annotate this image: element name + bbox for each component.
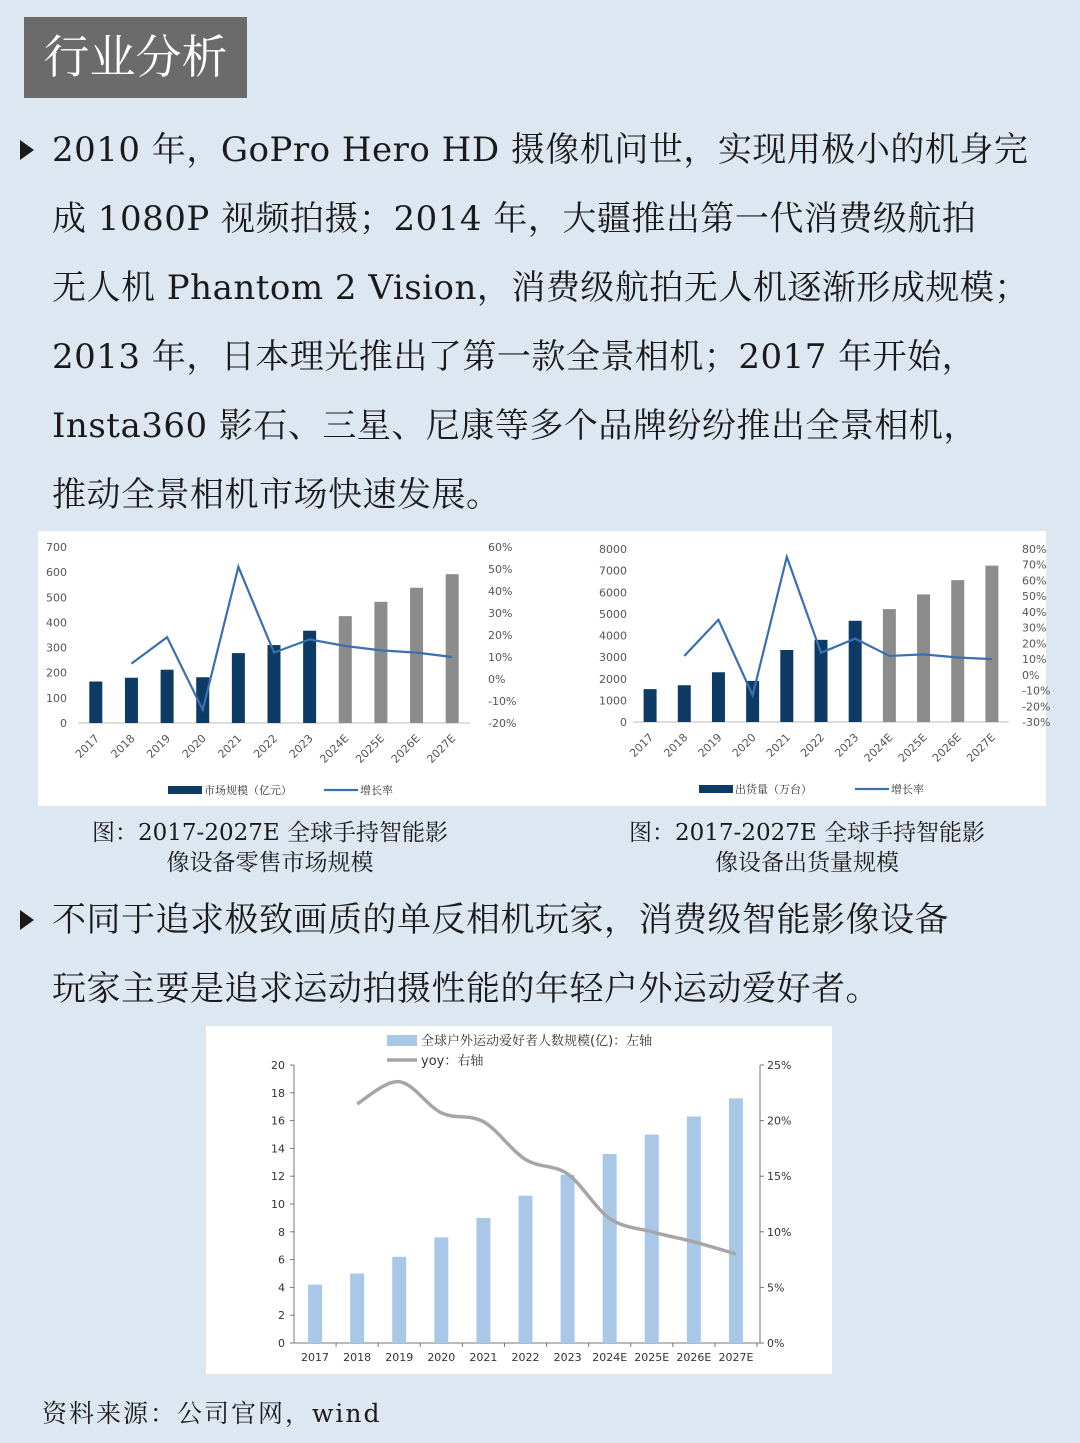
x-tick-label: 2021 <box>469 1351 498 1364</box>
outdoor-enthusiasts-panel <box>206 1026 832 1374</box>
y-left-tick-label: 7000 <box>599 564 627 578</box>
paragraph-line: 成 1080P 视频拍摄；2014 年，大疆推出第一代消费级航拍 <box>52 199 977 239</box>
x-tick-label: 2020 <box>729 730 759 760</box>
y-right-tick-label: 0% <box>1022 668 1040 682</box>
bar <box>434 1237 448 1343</box>
bar <box>985 566 998 722</box>
y-left-tick-label: 2 <box>278 1309 285 1323</box>
x-tick-label: 2026E <box>388 731 423 766</box>
x-tick-label: 2024E <box>592 1351 628 1364</box>
paragraph-line: 2013 年，日本理光推出了第一款全景相机；2017 年开始， <box>52 337 977 377</box>
y-right-tick-label: 0% <box>767 1337 785 1350</box>
y-left-tick-label: 16 <box>271 1114 285 1128</box>
y-right-tick-label: 10% <box>767 1225 792 1239</box>
y-left-tick-label: 4 <box>278 1281 285 1295</box>
paragraph-block-1 <box>20 116 1070 530</box>
caption-line: 像设备零售市场规模 <box>166 850 374 876</box>
chart-caption-1 <box>60 818 480 878</box>
y-right-tick-label: -10% <box>1022 684 1051 698</box>
x-tick-label: 2019 <box>144 731 174 761</box>
market-size-chart <box>38 531 558 806</box>
y-right-tick-label: -30% <box>1022 716 1051 729</box>
growth-rate-line <box>684 557 992 695</box>
bar <box>951 580 964 722</box>
legend-label: 市场规模（亿元） <box>204 784 292 797</box>
y-right-tick-label: 60% <box>1022 574 1047 588</box>
y-left-tick-label: 6000 <box>599 586 627 600</box>
x-tick-label: 2025E <box>634 1351 670 1364</box>
triangle-bullet-icon <box>20 140 34 160</box>
charts-panel <box>38 531 1051 806</box>
y-right-tick-label: 10% <box>488 651 513 664</box>
bar <box>161 670 174 723</box>
y-left-tick-label: 1000 <box>599 694 627 708</box>
y-right-tick-label: 15% <box>767 1170 792 1184</box>
y-left-tick-label: 8000 <box>599 543 627 556</box>
bar <box>729 1098 743 1343</box>
x-tick-label: 2022 <box>798 730 828 760</box>
y-left-tick-label: 14 <box>271 1142 285 1156</box>
x-tick-label: 2024E <box>861 730 896 765</box>
bar <box>644 689 657 722</box>
source-note: 资料来源：公司官网，wind <box>42 1399 382 1428</box>
bar <box>374 602 387 723</box>
bar <box>645 1135 659 1344</box>
y-left-tick-label: 700 <box>46 541 67 554</box>
y-right-tick-label: 0% <box>488 673 506 686</box>
y-left-tick-label: 3000 <box>599 651 627 665</box>
bar <box>392 1257 406 1343</box>
paragraph-line: Insta360 影石、三星、尼康等多个品牌纷纷推出全景相机， <box>52 406 978 446</box>
caption-line: 图：2017-2027E 全球手持智能影 <box>629 820 985 846</box>
x-tick-label: 2027E <box>424 731 459 766</box>
x-tick-label: 2022 <box>251 731 281 761</box>
y-right-tick-label: 80% <box>1022 543 1047 556</box>
legend-label: yoy：右轴 <box>421 1054 484 1069</box>
legend-label: 出货量（万台） <box>735 783 812 796</box>
x-tick-label: 2023 <box>832 730 862 760</box>
growth-rate-line <box>131 567 452 710</box>
y-right-tick-label: 20% <box>1022 637 1047 651</box>
y-left-tick-label: 6 <box>278 1253 285 1267</box>
legend-bar-swatch <box>387 1035 417 1046</box>
x-tick-label: 2021 <box>763 730 793 760</box>
x-tick-label: 2021 <box>215 731 245 761</box>
x-tick-label: 2019 <box>385 1351 414 1364</box>
y-right-tick-label: 10% <box>1022 653 1047 667</box>
bar <box>125 678 138 723</box>
y-left-tick-label: 0 <box>60 717 67 730</box>
x-tick-label: 2027E <box>964 730 999 765</box>
bar <box>339 616 352 723</box>
x-tick-label: 2023 <box>286 731 316 761</box>
paragraph-line: 2010 年，GoPro Hero HD 摄像机问世，实现用极小的机身完 <box>52 130 1029 170</box>
caption-line: 图：2017-2027E 全球手持智能影 <box>92 820 448 846</box>
chart-caption-2 <box>597 818 1017 878</box>
x-tick-label: 2025E <box>895 730 930 765</box>
paragraph-line: 无人机 Phantom 2 Vision，消费级航拍无人机逐渐形成规模； <box>52 268 1029 308</box>
y-left-tick-label: 100 <box>46 691 67 705</box>
x-tick-label: 2018 <box>108 731 138 761</box>
shipment-chart <box>558 531 1051 806</box>
bar <box>678 685 691 722</box>
paragraph-line: 推动全景相机市场快速发展。 <box>52 475 501 515</box>
bar <box>308 1285 322 1343</box>
bar <box>687 1116 701 1343</box>
y-right-tick-label: -20% <box>488 717 517 730</box>
y-right-tick-label: 70% <box>1022 558 1047 572</box>
caption-line: 像设备出货量规模 <box>715 850 899 876</box>
x-tick-label: 2025E <box>353 731 388 766</box>
legend-label: 全球户外运动爱好者人数规模(亿)：左轴 <box>421 1034 653 1049</box>
y-left-tick-label: 0 <box>620 716 627 729</box>
y-right-tick-label: 20% <box>488 629 513 642</box>
bar <box>712 672 725 722</box>
bar <box>603 1154 617 1343</box>
x-tick-label: 2020 <box>179 731 209 761</box>
x-tick-label: 2017 <box>72 731 102 761</box>
y-right-tick-label: 20% <box>767 1114 792 1128</box>
triangle-bullet-icon <box>20 910 34 930</box>
x-tick-label: 2019 <box>695 730 725 760</box>
bar <box>350 1274 364 1344</box>
legend-bar-swatch <box>168 786 202 794</box>
y-left-tick-label: 0 <box>278 1337 285 1350</box>
y-left-tick-label: 400 <box>46 616 67 630</box>
y-right-tick-label: 40% <box>1022 605 1047 619</box>
bar <box>561 1175 575 1343</box>
x-tick-label: 2023 <box>553 1351 582 1364</box>
yoy-line <box>357 1082 736 1254</box>
paragraph-line: 玩家主要是追求运动拍摄性能的年轻户外运动爱好者。 <box>52 969 880 1009</box>
legend-label: 增长率 <box>891 783 924 796</box>
bar <box>780 650 793 722</box>
y-left-tick-label: 2000 <box>599 672 627 686</box>
y-left-tick-label: 500 <box>46 591 67 605</box>
legend-label: 增长率 <box>360 784 393 797</box>
bar <box>89 682 102 723</box>
y-right-tick-label: 5% <box>767 1281 785 1295</box>
x-tick-label: 2027E <box>718 1351 754 1364</box>
y-right-tick-label: 25% <box>767 1059 792 1072</box>
bar <box>519 1196 533 1343</box>
y-left-tick-label: 4000 <box>599 629 627 643</box>
y-left-tick-label: 10 <box>271 1198 285 1211</box>
bar <box>446 574 459 723</box>
bar <box>303 631 316 723</box>
y-left-tick-label: 12 <box>271 1170 285 1184</box>
bar <box>268 645 281 723</box>
y-right-tick-label: 40% <box>488 585 513 598</box>
x-tick-label: 2026E <box>676 1351 712 1364</box>
paragraph-line: 不同于追求极致画质的单反相机玩家，消费级智能影像设备 <box>52 900 949 940</box>
x-tick-label: 2017 <box>301 1351 330 1364</box>
paragraph-block-2 <box>20 886 1070 1026</box>
y-right-tick-label: 60% <box>488 541 513 554</box>
y-left-tick-label: 8 <box>278 1225 285 1239</box>
bar <box>410 588 423 723</box>
page-title: 行业分析 <box>24 17 247 98</box>
y-left-tick-label: 600 <box>46 566 67 580</box>
y-left-tick-label: 20 <box>271 1059 285 1072</box>
y-right-tick-label: 50% <box>1022 590 1047 604</box>
y-left-tick-label: 5000 <box>599 607 627 621</box>
y-right-tick-label: -20% <box>1022 700 1051 714</box>
bar <box>232 653 245 723</box>
y-right-tick-label: 30% <box>488 607 513 620</box>
y-right-tick-label: -10% <box>488 695 517 708</box>
bar <box>849 621 862 722</box>
bar <box>917 594 930 722</box>
x-tick-label: 2026E <box>929 730 964 765</box>
x-tick-label: 2020 <box>427 1351 456 1364</box>
bar <box>883 609 896 722</box>
legend-bar-swatch <box>699 785 733 793</box>
outdoor-enthusiasts-chart <box>206 1026 832 1374</box>
x-tick-label: 2018 <box>661 730 691 760</box>
y-left-tick-label: 18 <box>271 1086 285 1100</box>
y-right-tick-label: 30% <box>1022 621 1047 635</box>
x-tick-label: 2024E <box>317 731 352 766</box>
y-left-tick-label: 200 <box>46 666 67 680</box>
bar <box>476 1218 490 1343</box>
x-tick-label: 2022 <box>511 1351 540 1364</box>
x-tick-label: 2018 <box>343 1351 372 1364</box>
y-right-tick-label: 50% <box>488 563 513 576</box>
y-left-tick-label: 300 <box>46 641 67 655</box>
x-tick-label: 2017 <box>627 730 657 760</box>
